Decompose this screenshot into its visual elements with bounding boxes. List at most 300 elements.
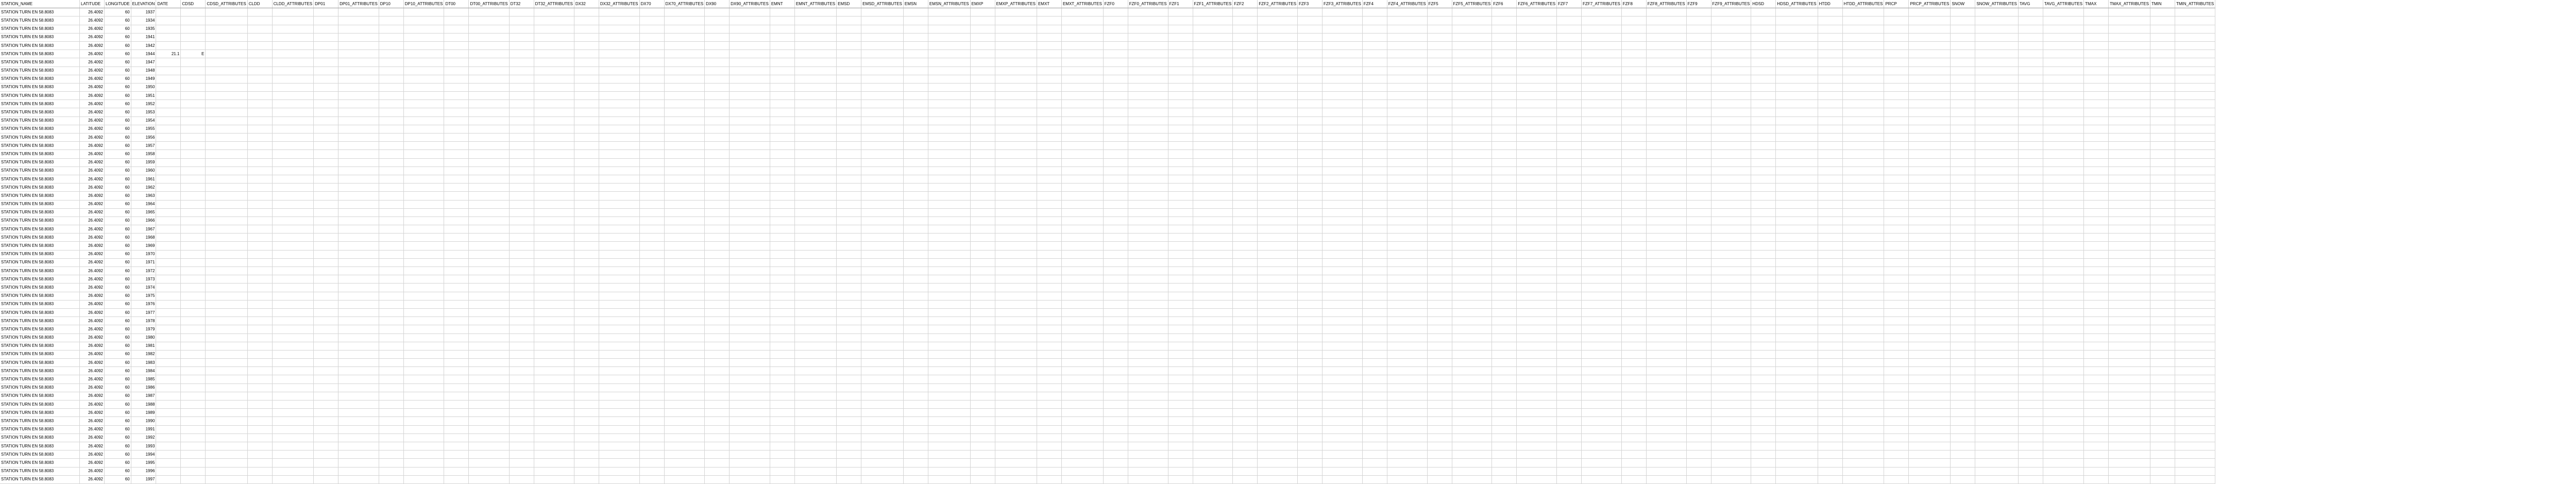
table-cell bbox=[469, 383, 509, 392]
table-cell bbox=[534, 275, 574, 283]
column-header: FZF2_ATTRIBUTES bbox=[1258, 0, 1298, 8]
table-cell bbox=[705, 41, 730, 49]
table-cell bbox=[599, 325, 639, 333]
table-cell: 26.4092 bbox=[80, 425, 105, 433]
table-cell bbox=[1193, 108, 1233, 116]
table-cell: STATION TURN EN 58.8083 bbox=[0, 208, 80, 216]
table-cell bbox=[1909, 283, 1951, 292]
table-cell bbox=[770, 100, 794, 108]
table-cell bbox=[1842, 100, 1884, 108]
table-cell bbox=[574, 216, 599, 225]
table-cell: 26.4092 bbox=[80, 333, 105, 342]
table-cell: 26.4092 bbox=[80, 208, 105, 216]
table-cell bbox=[1711, 200, 1751, 208]
table-cell bbox=[272, 267, 313, 275]
table-cell bbox=[2175, 375, 2215, 383]
table-cell bbox=[837, 33, 861, 41]
table-cell bbox=[1582, 125, 1622, 133]
table-cell bbox=[247, 16, 272, 25]
table-cell bbox=[1103, 133, 1128, 142]
table-cell bbox=[599, 467, 639, 475]
table-cell bbox=[2175, 50, 2215, 58]
table-cell bbox=[444, 125, 469, 133]
table-cell bbox=[1128, 233, 1168, 242]
table-cell bbox=[1842, 158, 1884, 166]
table-cell bbox=[1168, 133, 1193, 142]
table-cell bbox=[1298, 233, 1323, 242]
table-cell bbox=[469, 417, 509, 425]
column-header: CDSD bbox=[181, 0, 206, 8]
table-cell bbox=[2150, 425, 2175, 433]
table-cell bbox=[1951, 183, 1975, 192]
table-cell bbox=[1646, 409, 1686, 417]
table-cell bbox=[1621, 400, 1646, 409]
table-cell bbox=[2150, 308, 2175, 316]
table-cell bbox=[1686, 133, 1711, 142]
table-cell bbox=[861, 16, 904, 25]
table-cell bbox=[1323, 100, 1363, 108]
table-cell bbox=[2150, 325, 2175, 333]
table-cell bbox=[1776, 450, 1818, 459]
table-cell bbox=[2109, 8, 2150, 16]
table-cell: 26.4092 bbox=[80, 50, 105, 58]
table-cell bbox=[1909, 400, 1951, 409]
table-cell bbox=[314, 133, 338, 142]
table-cell bbox=[2109, 392, 2150, 400]
table-cell bbox=[1103, 192, 1128, 200]
table-cell bbox=[469, 158, 509, 166]
table-cell bbox=[1298, 158, 1323, 166]
table-cell bbox=[1582, 433, 1622, 442]
table-cell bbox=[770, 175, 794, 183]
table-cell bbox=[1298, 317, 1323, 325]
table-cell bbox=[1362, 409, 1387, 417]
table-cell bbox=[156, 392, 181, 400]
table-cell bbox=[1258, 342, 1298, 350]
table-cell bbox=[1362, 300, 1387, 308]
table-cell bbox=[509, 459, 534, 467]
table-cell bbox=[1323, 300, 1363, 308]
table-cell bbox=[705, 267, 730, 275]
table-cell bbox=[156, 375, 181, 383]
table-cell bbox=[1387, 258, 1427, 266]
table-cell bbox=[1582, 216, 1622, 225]
table-cell bbox=[156, 8, 181, 16]
table-cell bbox=[2084, 166, 2109, 175]
table-cell bbox=[599, 442, 639, 450]
table-cell bbox=[1951, 83, 1975, 91]
table-cell bbox=[574, 450, 599, 459]
table-cell bbox=[1621, 433, 1646, 442]
table-cell bbox=[664, 467, 705, 475]
table-cell bbox=[247, 250, 272, 258]
table-cell bbox=[1711, 283, 1751, 292]
table-cell bbox=[206, 200, 247, 208]
table-cell bbox=[928, 50, 970, 58]
table-cell bbox=[1362, 342, 1387, 350]
table-cell bbox=[1842, 333, 1884, 342]
table-cell bbox=[928, 100, 970, 108]
table-cell bbox=[1751, 467, 1776, 475]
table-cell: STATION TURN EN 58.8083 bbox=[0, 183, 80, 192]
table-cell bbox=[403, 275, 444, 283]
table-cell bbox=[2043, 108, 2083, 116]
table-cell bbox=[1686, 367, 1711, 375]
table-cell bbox=[1842, 392, 1884, 400]
table-cell: 60 bbox=[105, 166, 131, 175]
table-cell bbox=[1103, 283, 1128, 292]
table-cell bbox=[469, 450, 509, 459]
table-cell bbox=[403, 375, 444, 383]
table-cell bbox=[2018, 175, 2043, 183]
table-cell: 26.4092 bbox=[80, 350, 105, 358]
table-cell bbox=[861, 375, 904, 383]
table-cell bbox=[1951, 58, 1975, 66]
table-cell bbox=[2109, 150, 2150, 158]
table-cell bbox=[1061, 158, 1103, 166]
table-cell bbox=[903, 108, 928, 116]
table-cell bbox=[1037, 267, 1061, 275]
table-cell bbox=[1909, 92, 1951, 100]
table-cell bbox=[1975, 325, 2019, 333]
table-cell bbox=[1387, 158, 1427, 166]
table-cell bbox=[1492, 308, 1517, 316]
table-cell bbox=[664, 25, 705, 33]
table-cell bbox=[730, 392, 770, 400]
table-cell bbox=[1103, 267, 1128, 275]
table-cell bbox=[1452, 216, 1492, 225]
table-cell bbox=[770, 308, 794, 316]
table-cell bbox=[1582, 75, 1622, 83]
table-cell bbox=[156, 400, 181, 409]
table-cell bbox=[1103, 50, 1128, 58]
table-cell bbox=[1711, 417, 1751, 425]
table-cell bbox=[1362, 66, 1387, 75]
table-cell: 26.4092 bbox=[80, 292, 105, 300]
table-cell bbox=[995, 283, 1037, 292]
table-cell bbox=[1492, 433, 1517, 442]
table-cell bbox=[1427, 125, 1452, 133]
table-cell bbox=[1061, 183, 1103, 192]
table-cell bbox=[1492, 175, 1517, 183]
table-cell bbox=[314, 33, 338, 41]
table-cell bbox=[1103, 108, 1128, 116]
table-cell bbox=[1621, 442, 1646, 450]
table-cell bbox=[1751, 108, 1776, 116]
table-cell bbox=[1427, 33, 1452, 41]
table-cell bbox=[1193, 409, 1233, 417]
table-cell bbox=[1427, 442, 1452, 450]
table-cell bbox=[794, 192, 836, 200]
table-cell bbox=[1233, 267, 1258, 275]
table-cell bbox=[2150, 150, 2175, 158]
table-cell bbox=[770, 225, 794, 233]
table-cell bbox=[770, 417, 794, 425]
table-cell bbox=[1686, 158, 1711, 166]
table-cell bbox=[1061, 375, 1103, 383]
table-cell: 1969 bbox=[131, 242, 156, 250]
table-cell bbox=[2175, 92, 2215, 100]
table-cell bbox=[639, 225, 664, 233]
table-cell bbox=[2043, 33, 2083, 41]
table-cell bbox=[1686, 92, 1711, 100]
table-cell bbox=[1776, 342, 1818, 350]
table-cell bbox=[1842, 433, 1884, 442]
table-cell bbox=[2175, 58, 2215, 66]
table-cell bbox=[1975, 175, 2019, 183]
table-cell bbox=[2084, 275, 2109, 283]
table-cell bbox=[995, 100, 1037, 108]
table-cell bbox=[2084, 292, 2109, 300]
table-cell bbox=[1323, 92, 1363, 100]
table-cell bbox=[1492, 41, 1517, 49]
table-cell bbox=[2175, 200, 2215, 208]
table-cell bbox=[181, 400, 206, 409]
table-cell bbox=[639, 233, 664, 242]
table-cell bbox=[639, 267, 664, 275]
table-cell bbox=[379, 359, 403, 367]
table-cell bbox=[2150, 375, 2175, 383]
table-cell bbox=[928, 250, 970, 258]
table-cell bbox=[534, 108, 574, 116]
table-cell bbox=[1909, 317, 1951, 325]
table-cell bbox=[314, 425, 338, 433]
table-cell bbox=[534, 225, 574, 233]
column-header: FZF6 bbox=[1492, 0, 1517, 8]
table-cell bbox=[1387, 142, 1427, 150]
table-cell bbox=[1646, 325, 1686, 333]
table-cell bbox=[1975, 233, 2019, 242]
table-cell: STATION TURN EN 58.8083 bbox=[0, 233, 80, 242]
table-cell bbox=[1103, 233, 1128, 242]
table-cell bbox=[2043, 83, 2083, 91]
table-cell bbox=[1258, 200, 1298, 208]
table-cell bbox=[247, 58, 272, 66]
table-cell bbox=[1193, 142, 1233, 150]
table-cell bbox=[379, 442, 403, 450]
table-cell bbox=[534, 442, 574, 450]
table-cell bbox=[574, 158, 599, 166]
table-cell bbox=[469, 250, 509, 258]
table-cell bbox=[1323, 8, 1363, 16]
table-cell bbox=[1686, 8, 1711, 16]
table-cell: 26.4092 bbox=[80, 317, 105, 325]
table-cell bbox=[1711, 142, 1751, 150]
table-cell bbox=[1951, 317, 1975, 325]
table-cell bbox=[314, 300, 338, 308]
table-cell bbox=[1103, 100, 1128, 108]
table-cell bbox=[1492, 58, 1517, 66]
table-cell bbox=[1582, 116, 1622, 125]
table-cell bbox=[861, 342, 904, 350]
table-cell bbox=[2018, 150, 2043, 158]
table-cell bbox=[1258, 233, 1298, 242]
table-cell bbox=[314, 50, 338, 58]
table-cell bbox=[1233, 433, 1258, 442]
table-cell bbox=[1517, 16, 1557, 25]
table-cell bbox=[1427, 158, 1452, 166]
table-cell bbox=[1387, 325, 1427, 333]
table-cell bbox=[2084, 342, 2109, 350]
table-cell bbox=[1751, 359, 1776, 367]
table-cell bbox=[1621, 292, 1646, 300]
table-cell bbox=[705, 108, 730, 116]
table-cell bbox=[272, 409, 313, 417]
table-cell bbox=[705, 442, 730, 450]
table-cell bbox=[1776, 425, 1818, 433]
table-cell bbox=[534, 333, 574, 342]
table-cell bbox=[2109, 192, 2150, 200]
table-cell bbox=[995, 92, 1037, 100]
table-cell bbox=[2109, 41, 2150, 49]
table-cell bbox=[1621, 41, 1646, 49]
table-cell bbox=[639, 467, 664, 475]
table-cell bbox=[1168, 166, 1193, 175]
table-cell bbox=[995, 225, 1037, 233]
table-cell bbox=[1776, 442, 1818, 450]
table-cell bbox=[1168, 116, 1193, 125]
table-cell bbox=[1975, 108, 2019, 116]
table-cell bbox=[1751, 208, 1776, 216]
table-cell bbox=[1818, 16, 1842, 25]
table-cell bbox=[1362, 275, 1387, 283]
table-cell bbox=[403, 317, 444, 325]
table-cell bbox=[599, 158, 639, 166]
table-row bbox=[0, 225, 2215, 233]
table-cell bbox=[837, 175, 861, 183]
table-cell bbox=[928, 192, 970, 200]
table-cell bbox=[1492, 25, 1517, 33]
table-cell bbox=[1128, 475, 1168, 483]
table-cell bbox=[1884, 292, 1909, 300]
table-cell bbox=[1037, 142, 1061, 150]
column-header: DX32 bbox=[574, 0, 599, 8]
table-cell bbox=[2084, 325, 2109, 333]
table-cell bbox=[970, 108, 995, 116]
table-cell bbox=[444, 433, 469, 442]
table-cell bbox=[1037, 242, 1061, 250]
table-cell bbox=[770, 41, 794, 49]
table-cell bbox=[664, 200, 705, 208]
table-cell bbox=[1557, 333, 1582, 342]
table-cell bbox=[1037, 8, 1061, 16]
table-cell bbox=[1818, 50, 1842, 58]
table-cell bbox=[338, 425, 379, 433]
table-cell bbox=[903, 342, 928, 350]
table-cell bbox=[1646, 233, 1686, 242]
table-cell bbox=[2109, 25, 2150, 33]
column-header: EMSN_ATTRIBUTES bbox=[928, 0, 970, 8]
table-cell bbox=[928, 292, 970, 300]
table-cell bbox=[2150, 83, 2175, 91]
table-cell: 60 bbox=[105, 375, 131, 383]
table-cell bbox=[1362, 33, 1387, 41]
table-cell bbox=[903, 292, 928, 300]
table-cell: 60 bbox=[105, 175, 131, 183]
table-cell bbox=[1646, 8, 1686, 16]
table-cell bbox=[995, 359, 1037, 367]
table-cell bbox=[599, 41, 639, 49]
table-cell bbox=[837, 375, 861, 383]
table-cell bbox=[1362, 292, 1387, 300]
table-cell bbox=[403, 333, 444, 342]
table-cell bbox=[1168, 283, 1193, 292]
table-cell: STATION TURN EN 58.8083 bbox=[0, 158, 80, 166]
table-cell bbox=[534, 400, 574, 409]
table-cell bbox=[314, 142, 338, 150]
table-cell bbox=[181, 392, 206, 400]
table-cell bbox=[379, 467, 403, 475]
table-cell bbox=[903, 375, 928, 383]
table-cell bbox=[1557, 50, 1582, 58]
table-cell bbox=[1975, 58, 2019, 66]
table-cell bbox=[574, 16, 599, 25]
table-cell bbox=[1168, 400, 1193, 409]
table-cell bbox=[1951, 308, 1975, 316]
table-cell bbox=[2084, 459, 2109, 467]
table-cell bbox=[534, 233, 574, 242]
table-cell bbox=[1298, 133, 1323, 142]
table-cell bbox=[272, 158, 313, 166]
table-cell bbox=[1233, 459, 1258, 467]
table-cell bbox=[1909, 383, 1951, 392]
table-cell bbox=[1517, 442, 1557, 450]
table-cell bbox=[1387, 450, 1427, 459]
table-cell bbox=[1193, 325, 1233, 333]
table-cell bbox=[1776, 83, 1818, 91]
table-cell bbox=[206, 459, 247, 467]
column-header: FZF9 bbox=[1686, 0, 1711, 8]
table-cell bbox=[664, 425, 705, 433]
table-cell bbox=[1061, 425, 1103, 433]
table-cell bbox=[1884, 125, 1909, 133]
table-cell bbox=[181, 333, 206, 342]
table-cell bbox=[509, 133, 534, 142]
table-cell bbox=[1452, 92, 1492, 100]
table-cell bbox=[1193, 50, 1233, 58]
table-cell bbox=[1621, 258, 1646, 266]
table-cell bbox=[156, 325, 181, 333]
table-cell bbox=[1951, 33, 1975, 41]
table-cell: 1955 bbox=[131, 125, 156, 133]
table-cell bbox=[1387, 133, 1427, 142]
table-cell bbox=[794, 242, 836, 250]
table-cell bbox=[2018, 267, 2043, 275]
table-cell bbox=[574, 375, 599, 383]
table-cell bbox=[444, 183, 469, 192]
table-cell bbox=[1818, 142, 1842, 150]
table-cell bbox=[1842, 166, 1884, 175]
table-cell bbox=[903, 75, 928, 83]
table-cell bbox=[1387, 50, 1427, 58]
table-cell bbox=[1751, 216, 1776, 225]
table-cell bbox=[1686, 308, 1711, 316]
table-cell bbox=[1362, 317, 1387, 325]
table-cell bbox=[1427, 308, 1452, 316]
table-cell bbox=[469, 58, 509, 66]
table-cell bbox=[1387, 367, 1427, 375]
table-cell bbox=[599, 233, 639, 242]
table-cell bbox=[1258, 8, 1298, 16]
table-cell bbox=[403, 383, 444, 392]
table-cell bbox=[509, 166, 534, 175]
table-cell bbox=[903, 133, 928, 142]
table-cell bbox=[1298, 417, 1323, 425]
table-cell bbox=[314, 467, 338, 475]
table-row bbox=[0, 258, 2215, 266]
table-cell bbox=[379, 125, 403, 133]
table-cell bbox=[1427, 133, 1452, 142]
